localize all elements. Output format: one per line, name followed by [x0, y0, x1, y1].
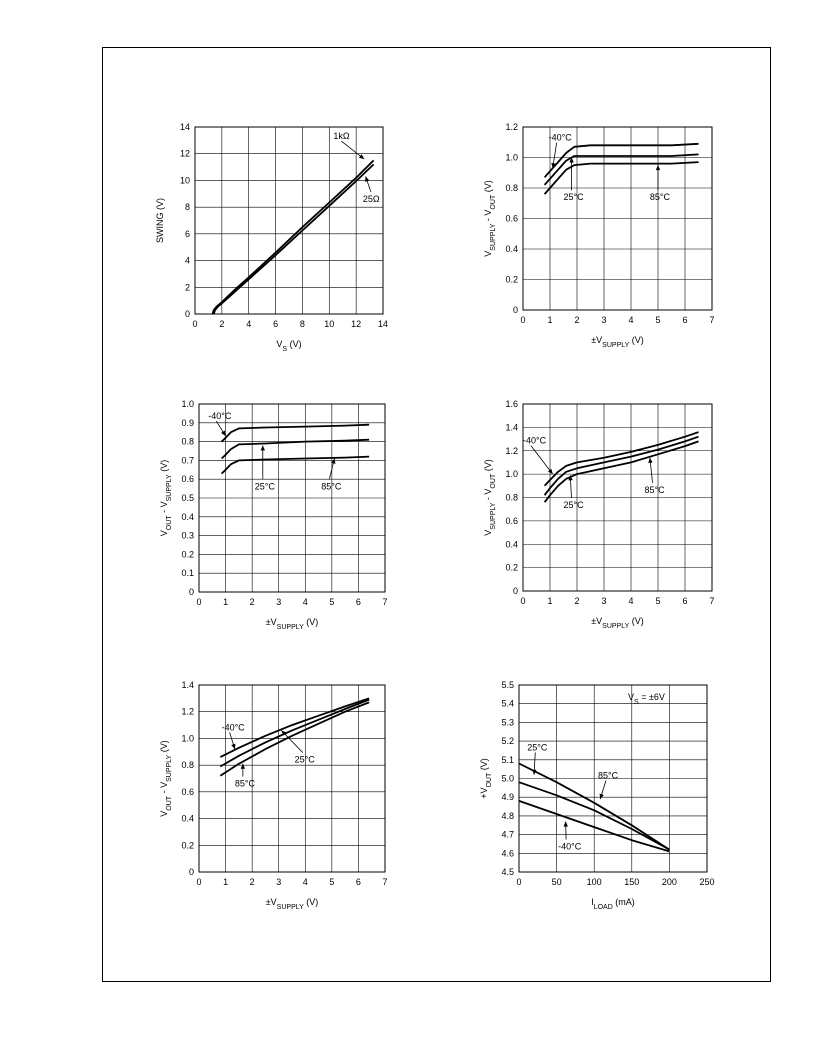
y-tick-label: 1.0: [181, 733, 194, 744]
annotation-label: -40°C: [523, 435, 547, 446]
annotation-label: 25°C: [527, 742, 548, 753]
x-tick-label: 0: [196, 877, 202, 887]
y-tick-label: 5.1: [501, 754, 514, 765]
y-axis-label: $V_{SUPPLY} - V_{OUT}$ (V): [483, 459, 497, 536]
x-tick-label: 5: [329, 877, 335, 887]
y-axis-label: $V_{OUT} - V_{SUPPLY}$ (V): [159, 459, 173, 537]
y-tick-label: 0.8: [505, 492, 518, 503]
annotation-label: 25°C: [294, 754, 315, 765]
x-tick-label: 6: [355, 877, 361, 887]
x-axis-label: $\pm V_{SUPPLY}$ (V): [591, 335, 644, 349]
y-tick-label: 1.0: [181, 399, 194, 409]
y-tick-label: 1.0: [505, 469, 518, 480]
y-tick-label: 0.4: [181, 511, 194, 522]
y-tick-label: 0.8: [181, 760, 194, 771]
x-tick-label: 0: [520, 315, 526, 325]
y-tick-label: 1.6: [505, 399, 518, 409]
x-tick-label: 7: [709, 596, 715, 606]
plot-frame: [199, 685, 385, 872]
annotation-arrowhead: [656, 165, 660, 170]
y-tick-label: 4.5: [501, 867, 514, 877]
y-tick-label: 8: [184, 202, 190, 213]
annotation-arrowhead: [548, 469, 553, 474]
y-tick-label: 0: [512, 586, 518, 596]
annotation-label: 25°C: [563, 500, 584, 511]
x-tick-label: 4: [302, 597, 308, 607]
x-tick-label: 200: [661, 877, 677, 887]
annotation-label: 85°C: [649, 192, 671, 203]
y-tick-label: 10: [179, 175, 190, 186]
x-tick-label: 6: [355, 597, 361, 607]
y-tick-label: 0.5: [181, 493, 194, 503]
x-tick-label: 1: [223, 597, 229, 607]
x-axis-label: $\pm V_{SUPPLY}$ (V): [265, 617, 319, 631]
y-tick-label: 0.8: [505, 183, 518, 193]
y-tick-label: 0.2: [181, 840, 194, 851]
annotation-label: 85°C: [597, 770, 619, 781]
annotation-label: -40°C: [208, 411, 232, 422]
x-tick-label: 3: [601, 315, 607, 325]
y-tick-label: 0.3: [181, 530, 194, 541]
x-tick-label: 7: [382, 597, 388, 607]
annotation-arrowhead: [365, 176, 369, 181]
annotation-arrowhead: [359, 154, 364, 159]
x-tick-label: 4: [628, 596, 634, 606]
y-axis-label: $V_{OUT} - V_{SUPPLY}$ (V): [159, 740, 173, 817]
y-tick-label: 5.4: [501, 698, 514, 709]
chart-vsupply-vout-1: [483, 122, 715, 349]
x-tick-label: 2: [574, 596, 580, 606]
x-tick-label: 12: [351, 319, 362, 329]
x-tick-label: 5: [655, 315, 661, 325]
x-tick-label: 0: [192, 319, 198, 329]
y-tick-label: 1.2: [505, 122, 518, 132]
annotation-label: 85°C: [234, 778, 255, 789]
x-tick-label: 4: [628, 315, 634, 325]
y-tick-label: 5.5: [501, 680, 514, 690]
y-tick-label: 12: [179, 148, 190, 159]
y-tick-label: 0.7: [181, 455, 194, 466]
y-tick-label: 0.2: [505, 274, 518, 285]
annotation-label: -40°C: [558, 841, 582, 852]
y-tick-label: 0.9: [181, 417, 194, 428]
x-tick-label: 6: [273, 319, 279, 329]
y-tick-label: 5.3: [501, 717, 514, 728]
x-tick-label: 0: [516, 877, 522, 887]
x-tick-label: 7: [709, 315, 715, 325]
y-tick-label: 1.2: [505, 445, 518, 456]
y-tick-label: 0.6: [505, 213, 518, 224]
y-tick-label: 4.7: [501, 829, 514, 840]
y-tick-label: 14: [179, 122, 190, 132]
x-axis-label: $\pm V_{SUPPLY}$ (V): [591, 616, 644, 630]
x-tick-label: 0: [520, 596, 526, 606]
y-tick-label: 0.4: [505, 539, 518, 550]
y-tick-label: 0: [188, 587, 194, 597]
annotation-label: 85°C: [321, 481, 342, 492]
annotation-arrowhead: [261, 445, 265, 450]
annotation-label: 25Ω: [362, 193, 380, 204]
x-tick-label: 5: [329, 597, 335, 607]
x-tick-label: 4: [302, 877, 308, 887]
y-tick-label: 2: [184, 282, 190, 293]
x-tick-label: 2: [574, 315, 580, 325]
y-tick-label: 5.0: [501, 773, 514, 784]
annotation-label: -40°C: [221, 722, 245, 733]
annotation-label: 85°C: [644, 484, 665, 495]
y-tick-label: 4.8: [501, 810, 514, 821]
x-tick-label: 150: [624, 877, 640, 887]
chart-vout-vsupply-1: [159, 399, 388, 631]
y-tick-label: 0.6: [505, 515, 518, 526]
x-tick-label: 10: [324, 319, 335, 329]
annotation-label: 1kΩ: [333, 131, 350, 142]
x-tick-label: 2: [219, 319, 225, 329]
y-tick-label: 0.4: [181, 813, 194, 824]
y-tick-label: 0.6: [181, 474, 194, 485]
x-tick-label: 2: [249, 877, 255, 887]
series-line-3: [545, 162, 699, 194]
annotation-label: 25°C: [254, 481, 275, 492]
x-tick-label: 5: [655, 596, 661, 606]
y-tick-label: 0.2: [505, 562, 518, 573]
series-line-2: [222, 440, 370, 459]
annotation-label: -40°C: [548, 132, 572, 143]
y-tick-label: 0: [188, 867, 194, 877]
x-tick-label: 2: [249, 597, 255, 607]
x-tick-label: 3: [601, 596, 607, 606]
x-tick-label: 7: [382, 877, 388, 887]
chart-swing-vs-vs: [155, 122, 388, 353]
y-tick-label: 0: [184, 309, 190, 319]
annotation-label: 25°C: [563, 192, 584, 203]
annotation-label: $V_S = \pm 6V$: [628, 691, 665, 706]
x-axis-label: $\pm V_{SUPPLY}$ (V): [265, 897, 319, 911]
annotation-arrow: [531, 446, 553, 474]
chart-vsupply-vout-2: [483, 399, 715, 630]
y-axis-label: $V_{SUPPLY} - V_{OUT}$ (V): [483, 180, 497, 257]
y-tick-label: 1.4: [181, 680, 194, 690]
x-tick-label: 8: [299, 319, 305, 329]
y-tick-label: 0.2: [181, 549, 194, 560]
y-tick-label: 0.1: [181, 568, 194, 579]
annotation-arrowhead: [231, 744, 235, 749]
annotation-arrowhead: [221, 431, 226, 436]
y-tick-label: 0: [512, 305, 518, 315]
x-tick-label: 4: [246, 319, 252, 329]
chart-vout-vsupply-2: [159, 680, 388, 911]
plot-frame: [195, 127, 383, 314]
x-tick-label: 1: [547, 315, 553, 325]
annotation-arrowhead: [241, 764, 245, 769]
y-tick-label: 1.2: [181, 706, 194, 717]
x-tick-label: 0: [196, 597, 202, 607]
x-tick-label: 100: [586, 877, 602, 887]
x-tick-label: 6: [682, 596, 688, 606]
y-axis-label: SWING (V): [155, 198, 165, 243]
x-tick-label: 1: [223, 877, 229, 887]
x-tick-label: 3: [276, 877, 282, 887]
annotation-arrowhead: [600, 794, 604, 799]
y-tick-label: 4.9: [501, 792, 514, 803]
y-tick-label: 1.0: [505, 152, 518, 163]
x-tick-label: 1: [547, 596, 553, 606]
chart-vout-vs-iload: [479, 680, 715, 911]
annotation-arrowhead: [564, 822, 568, 827]
y-axis-label: $+V_{OUT}$ (V): [479, 758, 493, 799]
x-axis-label: $I_{LOAD}$ (mA): [591, 897, 635, 911]
x-tick-label: 3: [276, 597, 282, 607]
annotation-arrowhead: [648, 458, 652, 463]
y-tick-label: 0.4: [505, 244, 518, 254]
x-tick-label: 14: [377, 319, 389, 329]
y-tick-label: 6: [184, 228, 190, 239]
series-line-2: [214, 164, 374, 314]
y-tick-label: 0.8: [181, 436, 194, 447]
y-tick-label: 1.4: [505, 422, 518, 433]
y-tick-label: 4: [184, 255, 190, 266]
x-axis-label: $V_S$ (V): [276, 339, 302, 353]
y-tick-label: 4.6: [501, 848, 514, 859]
series-line-1: [222, 425, 370, 442]
y-tick-label: 0.6: [181, 786, 194, 797]
series-line-3: [222, 457, 370, 474]
x-tick-label: 250: [699, 877, 715, 887]
y-tick-label: 5.2: [501, 736, 514, 747]
x-tick-label: 6: [682, 315, 688, 325]
x-tick-label: 50: [551, 877, 562, 887]
